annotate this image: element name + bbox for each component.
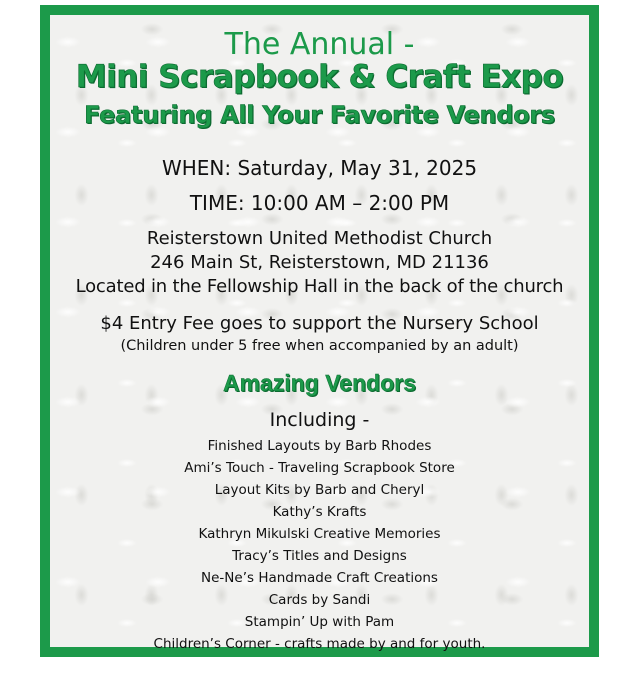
event-date: WHEN: Saturday, May 31, 2025 — [161, 156, 478, 180]
venue-name: Reisterstown United Methodist Church — [146, 228, 493, 249]
vendor-item: Cards by Sandi — [268, 592, 371, 608]
vendor-item: Children’s Corner - crafts made by and for youth. — [153, 636, 486, 652]
vendors-heading: Amazing Vendors — [223, 370, 416, 396]
event-time: TIME: 10:00 AM – 2:00 PM — [189, 191, 450, 215]
event-title: Mini Scrapbook & Craft Expo — [75, 59, 564, 95]
vendor-item: Ami’s Touch - Traveling Scrapbook Store — [184, 460, 455, 476]
venue-address: 246 Main St, Reisterstown, MD 21136 — [150, 252, 489, 273]
vendor-item: Finished Layouts by Barb Rhodes — [207, 438, 432, 454]
location-note: Located in the Fellowship Hall in the back of the church — [75, 276, 564, 297]
vendor-item: Layout Kits by Barb and Cheryl — [214, 482, 425, 498]
intro-text: The Annual - — [224, 27, 415, 62]
including-label: Including - — [269, 409, 370, 431]
vendor-item: Kathryn Mikulski Creative Memories — [198, 526, 441, 542]
vendor-item: Kathy’s Krafts — [272, 504, 367, 520]
vendor-item: Tracy’s Titles and Designs — [232, 548, 407, 564]
vendor-list — [50, 435, 589, 655]
entry-fee: $4 Entry Fee goes to support the Nursery School — [100, 313, 539, 334]
vendor-item: Stampin’ Up with Pam — [244, 614, 395, 630]
vendor-item: Ne-Ne’s Handmade Craft Creations — [201, 570, 438, 586]
flyer-frame — [40, 5, 599, 657]
children-note: (Children under 5 free when accompanied by an adult) — [120, 338, 519, 354]
event-subtitle: Featuring All Your Favorite Vendors — [84, 101, 555, 129]
